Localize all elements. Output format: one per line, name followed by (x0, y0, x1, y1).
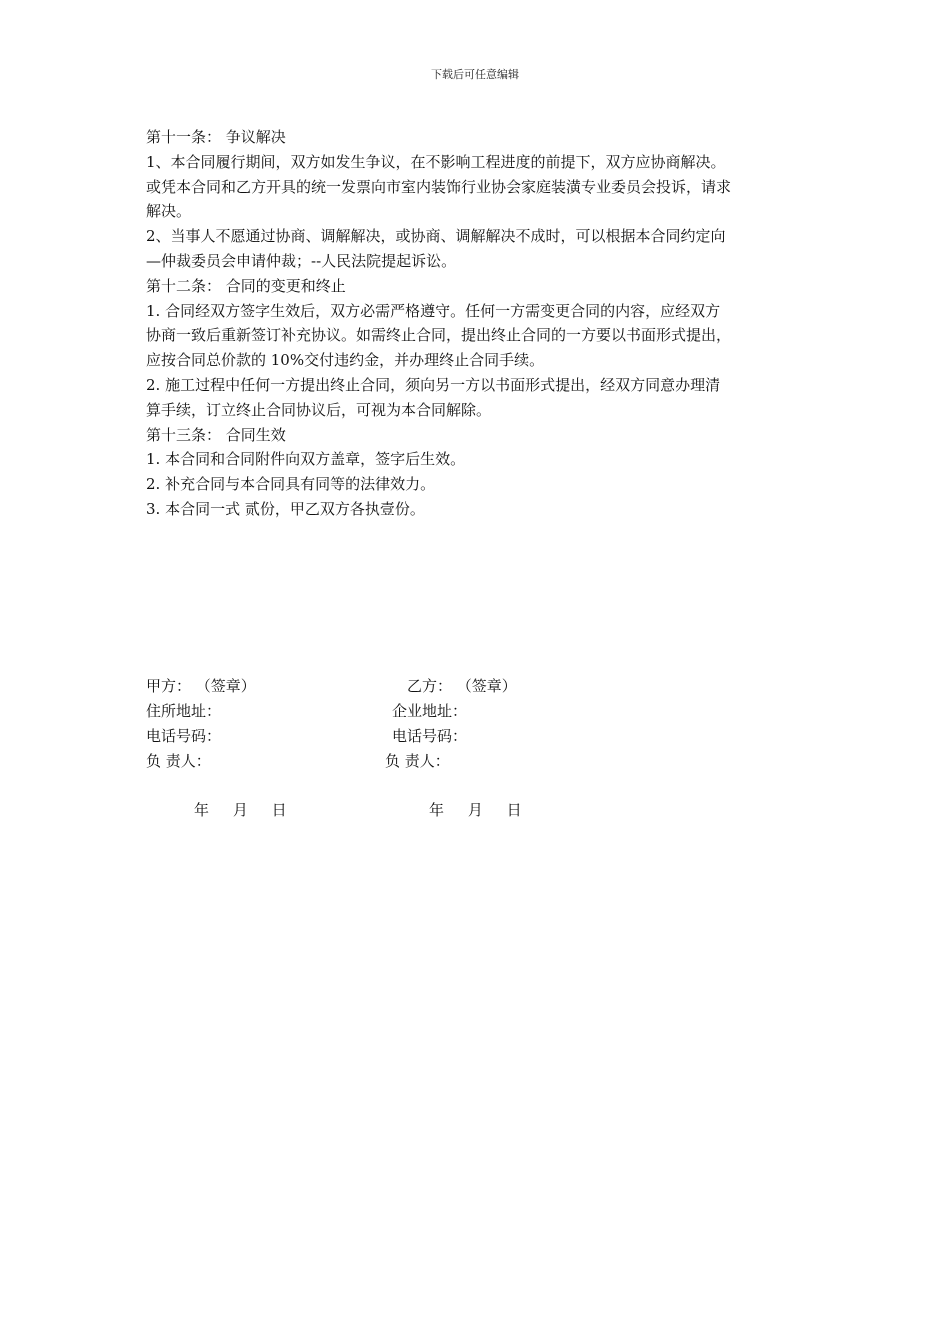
party-a-person-label: 负 责人： (146, 752, 211, 770)
text-line: 2. 施工过程中任何一方提出终止合同，须向另一方以书面形式提出，经双方同意办理清 (146, 375, 721, 394)
text-line: —仲裁委员会申请仲裁；--人民法院提起诉讼。 (146, 251, 457, 270)
party-a-phone-label: 电话号码： (146, 727, 222, 745)
text-line: 协商一致后重新签订补充协议。如需终止合同，提出终止合同的一方要以书面形式提出， (146, 326, 732, 345)
text-line: 1. 本合同和合同附件向双方盖章，签字后生效。 (146, 450, 466, 469)
article-12-title: 第十二条： 合同的变更和终止 (146, 276, 346, 295)
party-a-date: 年 月 日 (194, 801, 287, 819)
party-b-person-label: 负 责人： (385, 752, 450, 770)
text-line: 解决。 (146, 202, 192, 221)
text-line: 1. 合同经双方签字生效后，双方必需严格遵守。任何一方需变更合同的内容，应经双方 (146, 301, 721, 320)
contract-body (146, 125, 811, 522)
text-line: 或凭本合同和乙方开具的统一发票向市室内装饰行业协会家庭装潢专业委员会投诉，请求 (146, 177, 732, 196)
text-line: 算手续，订立终止合同协议后，可视为本合同解除。 (146, 400, 492, 419)
page-header: 下载后可任意编辑 (431, 68, 519, 81)
article-13-title: 第十三条： 合同生效 (146, 425, 286, 444)
text-line: 2、当事人不愿通过协商、调解解决，或协商、调解解决不成时，可以根据本合同约定向 (146, 227, 726, 246)
party-b-phone-label: 电话号码： (392, 727, 468, 745)
text-line: 3. 本合同一式 贰份，甲乙双方各执壹份。 (146, 499, 425, 518)
party-b-label: 乙方： （签章） (407, 677, 517, 695)
text-line: 2. 补充合同与本合同具有同等的法律效力。 (146, 475, 436, 494)
party-b-address-label: 企业地址： (392, 702, 468, 720)
text-line: 应按合同总价款的 10%交付违约金，并办理终止合同手续。 (146, 351, 545, 370)
party-a-label: 甲方： （签章） (146, 677, 256, 695)
party-b-date: 年 月 日 (429, 801, 522, 819)
party-a-address-label: 住所地址： (146, 702, 222, 720)
text-line: 1、本合同履行期间，双方如发生争议，在不影响工程进度的前提下，双方应协商解决。 (146, 152, 726, 171)
article-11-title: 第十一条： 争议解决 (146, 128, 286, 146)
